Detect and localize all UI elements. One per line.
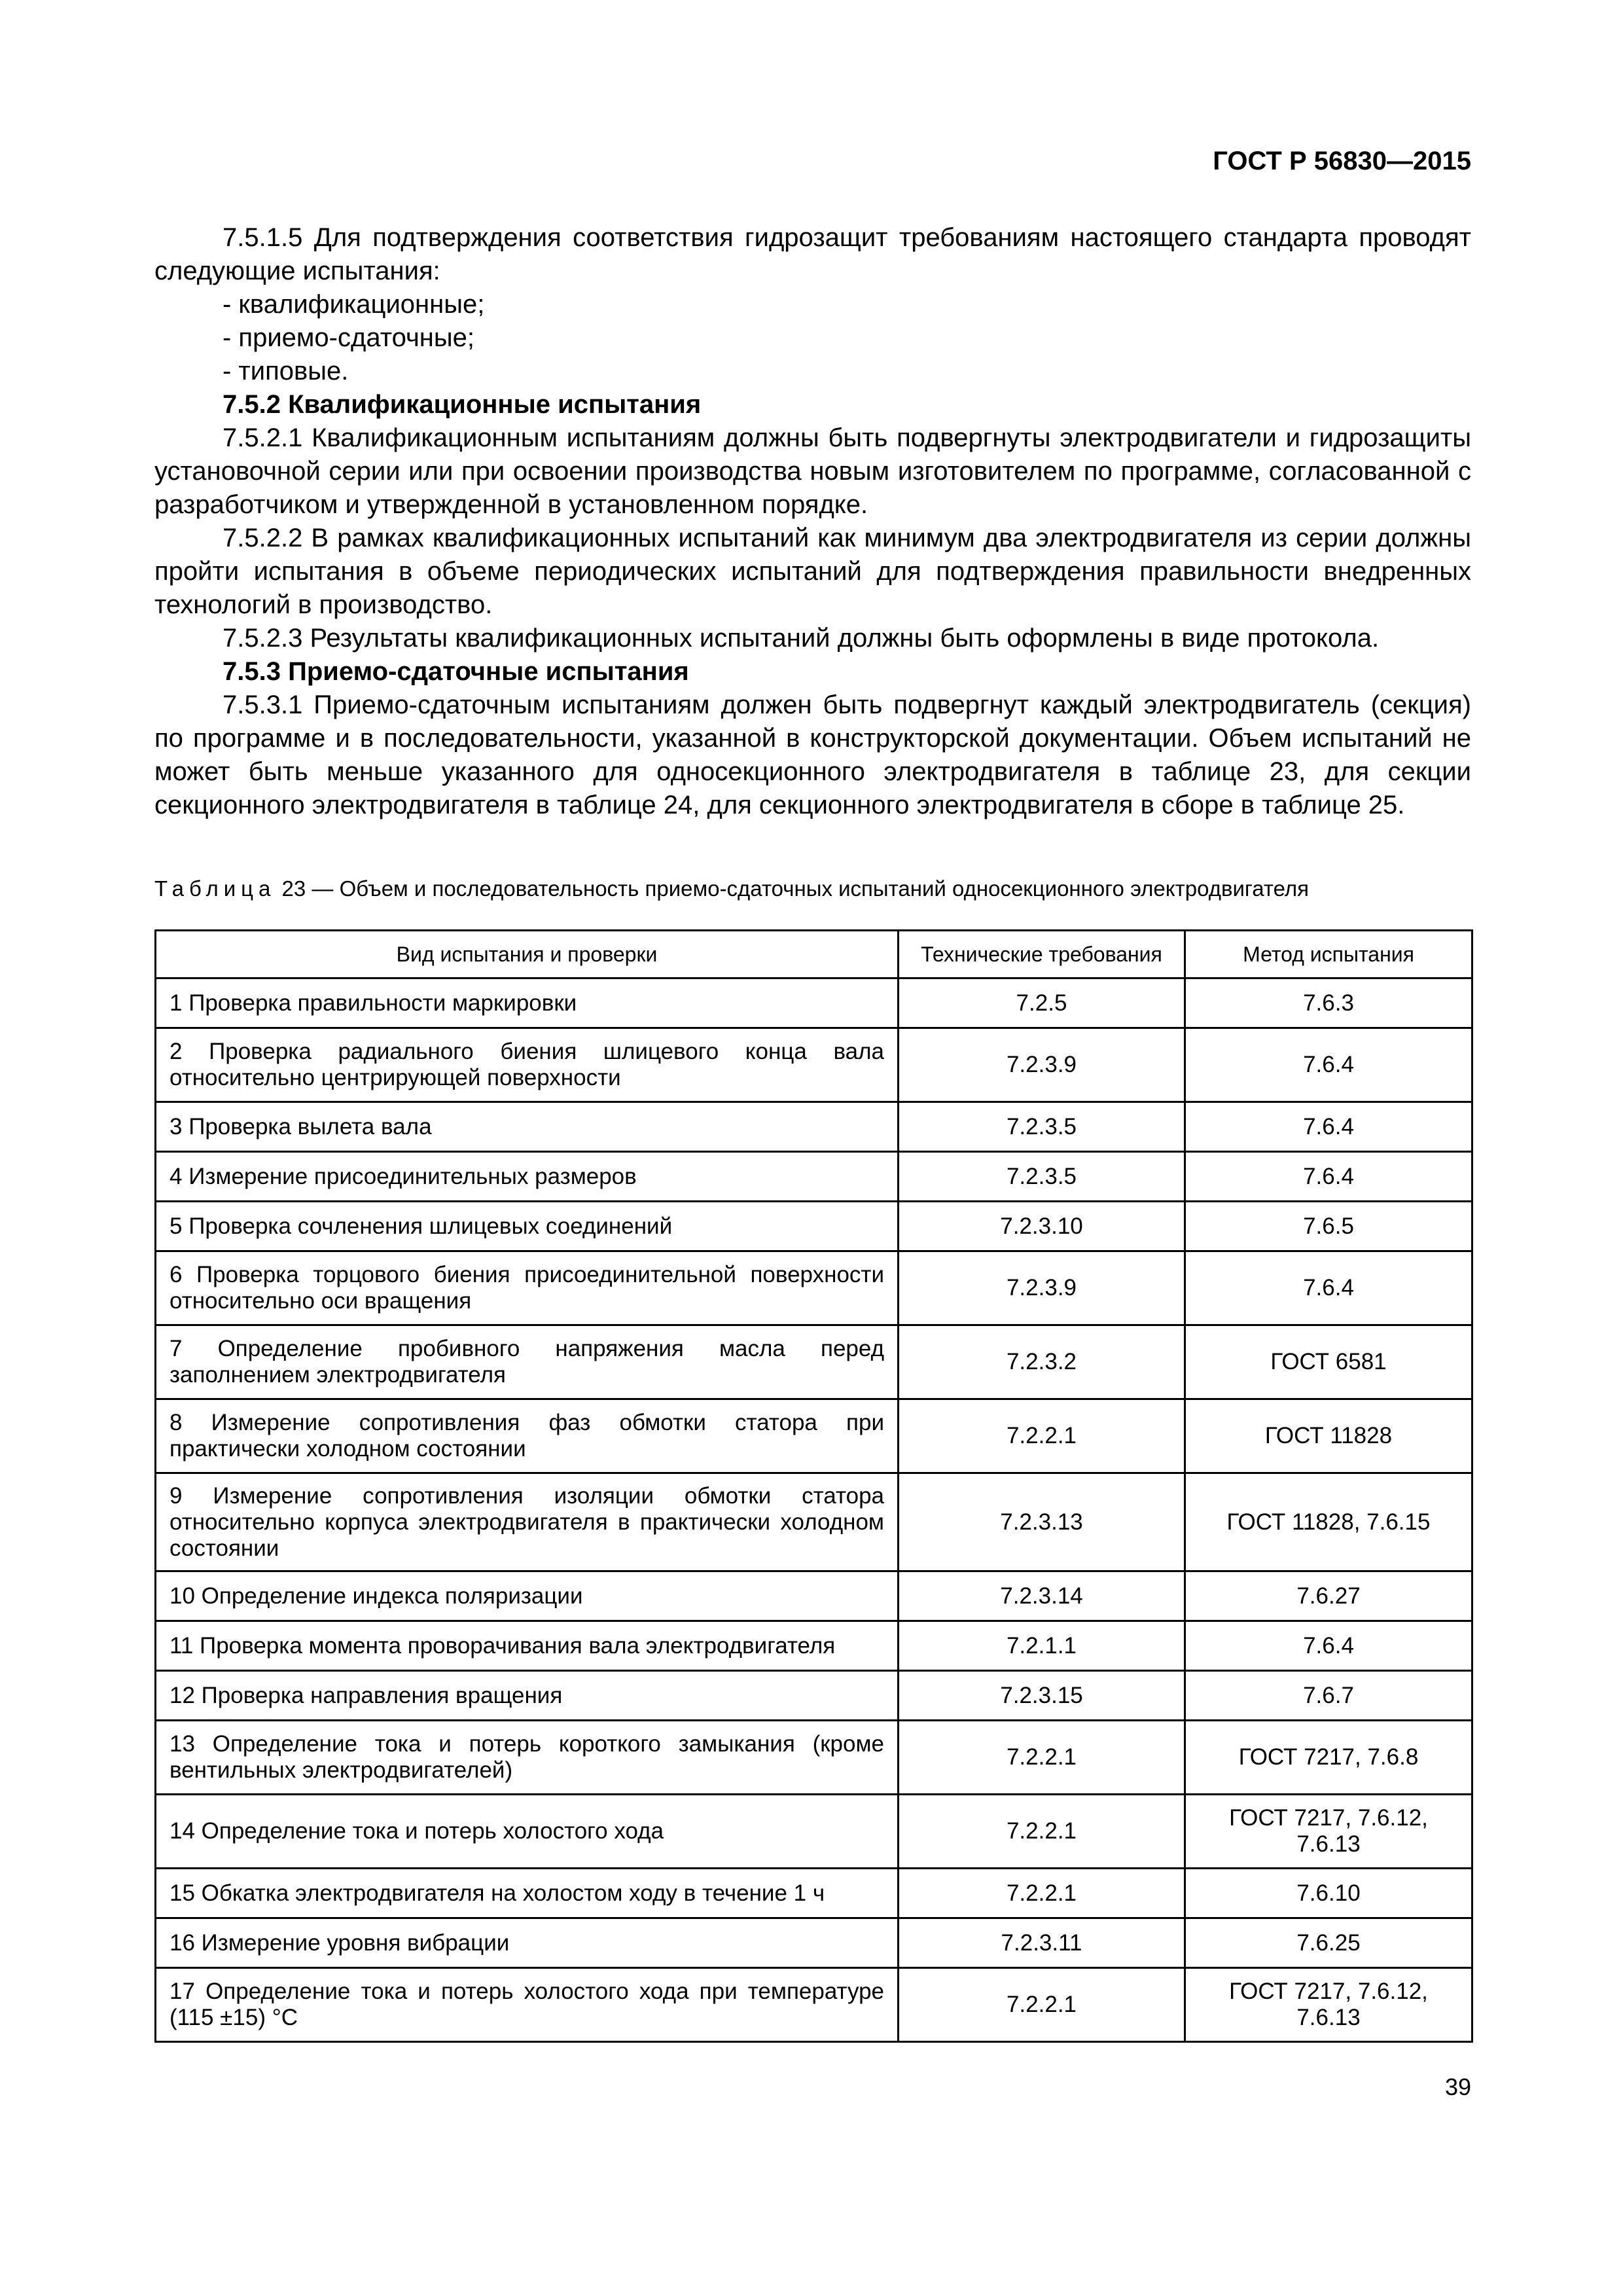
table-caption-text: 23 — Объем и последовательность приемо-сдаточных испытаний односекционного электродвигателя bbox=[276, 876, 1309, 901]
table-row bbox=[156, 1918, 1472, 1968]
cell-requirement: 7.2.3.11 bbox=[899, 1918, 1185, 1968]
cell-test-name: 13 Определение тока и потерь короткого замыкания (кроме вентильных электродвигателей) bbox=[156, 1721, 899, 1795]
cell-test-name: 7 Определение пробивного напряжения масла перед заполнением электродвигателя bbox=[156, 1325, 899, 1399]
cell-method: 7.6.4 bbox=[1185, 1621, 1472, 1671]
cell-method: 7.6.7 bbox=[1185, 1671, 1472, 1721]
cell-test-name: 10 Определение индекса поляризации bbox=[156, 1571, 899, 1621]
cell-requirement: 7.2.3.10 bbox=[899, 1202, 1185, 1251]
body-text bbox=[154, 221, 1471, 822]
cell-method: ГОСТ 7217, 7.6.12, 7.6.13 bbox=[1185, 1795, 1472, 1869]
cell-test-name: 12 Проверка направления вращения bbox=[156, 1671, 899, 1721]
cell-test-name: 17 Определение тока и потерь холостого хода при температуре (115 ±15) °С bbox=[156, 1968, 899, 2042]
table-row bbox=[156, 1325, 1472, 1399]
cell-requirement: 7.2.5 bbox=[899, 978, 1185, 1028]
cell-method: ГОСТ 11828, 7.6.15 bbox=[1185, 1473, 1472, 1571]
table-row bbox=[156, 1399, 1472, 1473]
cell-requirement: 7.2.2.1 bbox=[899, 1399, 1185, 1473]
cell-method: 7.6.4 bbox=[1185, 1028, 1472, 1102]
table-caption-label: Таблица bbox=[154, 876, 276, 901]
cell-method: 7.6.3 bbox=[1185, 978, 1472, 1028]
cell-requirement: 7.2.3.5 bbox=[899, 1102, 1185, 1152]
paragraph-7-5-3-1: 7.5.3.1 Приемо-сдаточным испытаниям должен быть подвергнут каждый электродвигатель (секция) по программе и в последовательности, указанной в конструкторской документации. Объем испытаний не может быть меньше указанного для односекционного электродвигателя в таблице 23, для секции секционного электродвигателя в таблице 24, для секционного электродвигателя в сборе в таблице 25. bbox=[154, 691, 1471, 819]
cell-requirement: 7.2.2.1 bbox=[899, 1721, 1185, 1795]
table-row bbox=[156, 1721, 1472, 1795]
heading-7-5-2: 7.5.2 Квалификационные испытания bbox=[223, 390, 702, 419]
paragraph-7-5-1-5: 7.5.1.5 Для подтверждения соответствия гидрозащит требованиям настоящего стандарта проводят следующие испытания: bbox=[154, 223, 1471, 285]
cell-requirement: 7.2.2.1 bbox=[899, 1869, 1185, 1918]
table-row bbox=[156, 978, 1472, 1028]
table-row bbox=[156, 1968, 1472, 2042]
cell-requirement: 7.2.1.1 bbox=[899, 1621, 1185, 1671]
test-table bbox=[154, 929, 1473, 2043]
table-row bbox=[156, 1028, 1472, 1102]
cell-method: 7.6.25 bbox=[1185, 1918, 1472, 1968]
table-row bbox=[156, 1869, 1472, 1918]
cell-method: 7.6.5 bbox=[1185, 1202, 1472, 1251]
cell-method: 7.6.4 bbox=[1185, 1251, 1472, 1325]
cell-method: 7.6.4 bbox=[1185, 1102, 1472, 1152]
header-test-type: Вид испытания и проверки bbox=[156, 931, 899, 978]
table-caption bbox=[154, 876, 1471, 902]
cell-test-name: 16 Измерение уровня вибрации bbox=[156, 1918, 899, 1968]
table-row bbox=[156, 1571, 1472, 1621]
cell-test-name: 11 Проверка момента проворачивания вала электродвигателя bbox=[156, 1621, 899, 1671]
cell-method: 7.6.27 bbox=[1185, 1571, 1472, 1621]
list-item: - квалификационные; bbox=[223, 290, 485, 319]
cell-method: ГОСТ 7217, 7.6.8 bbox=[1185, 1721, 1472, 1795]
cell-method: ГОСТ 11828 bbox=[1185, 1399, 1472, 1473]
cell-requirement: 7.2.3.15 bbox=[899, 1671, 1185, 1721]
cell-test-name: 4 Измерение присоединительных размеров bbox=[156, 1152, 899, 1202]
table-row bbox=[156, 1621, 1472, 1671]
paragraph-7-5-2-3: 7.5.2.3 Результаты квалификационных испытаний должны быть оформлены в виде протокола. bbox=[223, 624, 1380, 653]
table-header-row bbox=[156, 931, 1472, 978]
cell-test-name: 9 Измерение сопротивления изоляции обмотки статора относительно корпуса электродвигателя в практически холодном состоянии bbox=[156, 1473, 899, 1571]
header-requirements: Технические требования bbox=[899, 931, 1185, 978]
cell-test-name: 5 Проверка сочленения шлицевых соединений bbox=[156, 1202, 899, 1251]
table-row bbox=[156, 1671, 1472, 1721]
cell-test-name: 8 Измерение сопротивления фаз обмотки статора при практически холодном состоянии bbox=[156, 1399, 899, 1473]
cell-requirement: 7.2.3.14 bbox=[899, 1571, 1185, 1621]
heading-7-5-3: 7.5.3 Приемо-сдаточные испытания bbox=[223, 657, 689, 686]
cell-test-name: 1 Проверка правильности маркировки bbox=[156, 978, 899, 1028]
cell-requirement: 7.2.3.5 bbox=[899, 1152, 1185, 1202]
page-number: 39 bbox=[1444, 2073, 1471, 2100]
list-item: - приемо-сдаточные; bbox=[223, 323, 474, 352]
paragraph-7-5-2-1: 7.5.2.1 Квалификационным испытаниям должны быть подвергнуты электродвигатели и гидрозащиты установочной серии или при освоении производства новым изготовителем по программе, согласованной с разработчиком и утвержденной в установленном порядке. bbox=[154, 423, 1471, 519]
header-method: Метод испытания bbox=[1185, 931, 1472, 978]
table-row bbox=[156, 1102, 1472, 1152]
table-row bbox=[156, 1202, 1472, 1251]
cell-test-name: 14 Определение тока и потерь холостого хода bbox=[156, 1795, 899, 1869]
cell-test-name: 6 Проверка торцового биения присоединительной поверхности относительно оси вращения bbox=[156, 1251, 899, 1325]
cell-method: 7.6.10 bbox=[1185, 1869, 1472, 1918]
cell-requirement: 7.2.2.1 bbox=[899, 1795, 1185, 1869]
cell-requirement: 7.2.3.9 bbox=[899, 1028, 1185, 1102]
cell-test-name: 3 Проверка вылета вала bbox=[156, 1102, 899, 1152]
table-row bbox=[156, 1152, 1472, 1202]
list-item: - типовые. bbox=[223, 357, 349, 386]
cell-requirement: 7.2.2.1 bbox=[899, 1968, 1185, 2042]
cell-method: 7.6.4 bbox=[1185, 1152, 1472, 1202]
table-row bbox=[156, 1473, 1472, 1571]
table-row bbox=[156, 1795, 1472, 1869]
document-code: ГОСТ Р 56830—2015 bbox=[1213, 147, 1471, 175]
cell-requirement: 7.2.3.2 bbox=[899, 1325, 1185, 1399]
cell-method: ГОСТ 6581 bbox=[1185, 1325, 1472, 1399]
cell-requirement: 7.2.3.13 bbox=[899, 1473, 1185, 1571]
cell-test-name: 15 Обкатка электродвигателя на холостом ходу в течение 1 ч bbox=[156, 1869, 899, 1918]
cell-method: ГОСТ 7217, 7.6.12, 7.6.13 bbox=[1185, 1968, 1472, 2042]
paragraph-7-5-2-2: 7.5.2.2 В рамках квалификационных испытаний как минимум два электродвигателя из серии должны пройти испытания в объеме периодических испытаний для подтверждения правильности внедренных технологий в производство. bbox=[154, 524, 1471, 619]
cell-requirement: 7.2.3.9 bbox=[899, 1251, 1185, 1325]
table-row bbox=[156, 1251, 1472, 1325]
cell-test-name: 2 Проверка радиального биения шлицевого конца вала относительно центрирующей поверхности bbox=[156, 1028, 899, 1102]
